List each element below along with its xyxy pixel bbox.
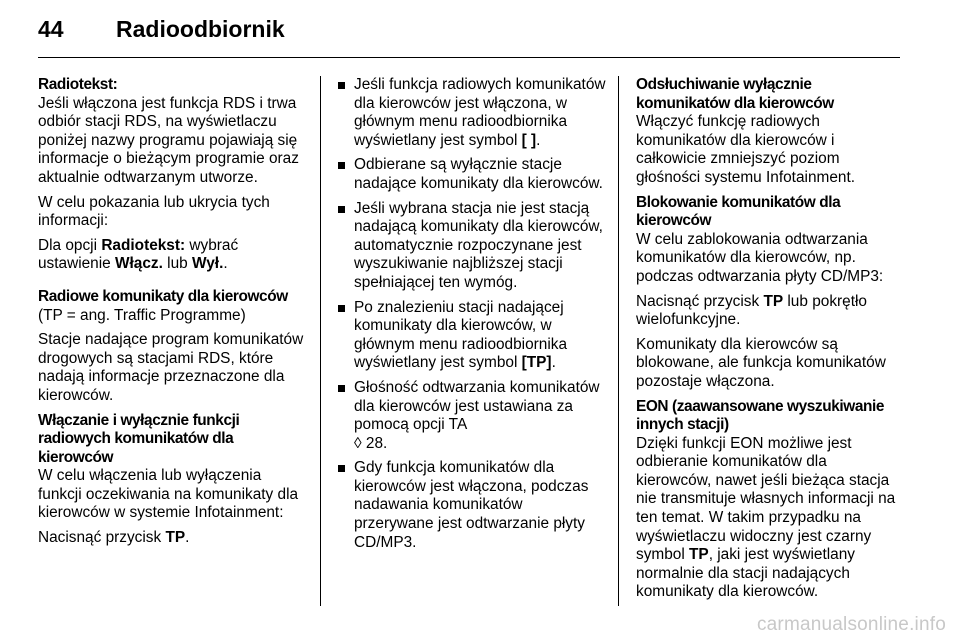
paragraph: Komunikaty dla kierowców są blokowane, ale funkcja komunikatów pozostaje włączona.: [636, 335, 886, 390]
paragraph: Jeśli włączona jest funkcja RDS i trwa odbiór stacji RDS, na wyświetlaczu poniżej nazwy programu pojawiają się informacje o bieżącym programie oraz aktualnie odtwarzanym utworze.: [38, 94, 299, 186]
list-item: Po znalezieniu stacji nadającej komunikaty dla kierowców, w głównym menu radioodbiornika wyświetlany jest symbol [TP].: [334, 299, 606, 373]
section-heading-eon: EON (zaawansowane wyszukiwanie innych stacji): [636, 397, 885, 434]
list-item: Jeśli wybrana stacja nie jest stacją nadającą komunikaty dla kierowców, automatycznie rozpoczynane jest wyszukiwanie najbliższej stacji spełniającej ten wymóg.: [334, 200, 606, 293]
paragraph: W celu pokazania lub ukrycia tych informacji:: [38, 193, 270, 230]
paragraph: (TP = ang. Traffic Programme): [38, 306, 246, 324]
header-rule: [38, 57, 900, 58]
column-1: [38, 76, 308, 554]
list-item: Jeśli funkcja radiowych komunikatów dla kierowców jest włączona, w głównym menu radioodbiornika wyświetlany jest symbol [ ].: [334, 76, 606, 150]
page-header: [38, 16, 285, 50]
section-heading-traffic-only: Odsłuchiwanie wyłącznie komunikatów dla kierowców: [636, 76, 834, 112]
section-heading-radiotext: Radiotekst:: [38, 76, 118, 93]
bullet-list: [334, 76, 606, 552]
column-divider-1: [320, 76, 321, 606]
page-title: Radioodbiornik: [116, 16, 285, 42]
page-reference: ◊ 28.: [354, 434, 388, 452]
paragraph: Nacisnąć przycisk TP lub pokrętło wielofunkcyjne.: [636, 292, 867, 329]
paragraph: Nacisnąć przycisk TP.: [38, 529, 190, 547]
paragraph: W celu zablokowania odtwarzania komunikatów dla kierowców, np. podczas odtwarzania płyty CD/MP3:: [636, 230, 884, 285]
page-number: 44: [38, 16, 64, 42]
paragraph: Włączyć funkcję radiowych komunikatów dla kierowców i całkowicie zmniejszyć poziom głośności systemu Infotainment.: [636, 113, 855, 186]
column-2: [334, 76, 606, 558]
list-item: Głośność odtwarzania komunikatów dla kierowców jest ustawiana za pomocą opcji TA ◊ 28.: [334, 379, 606, 453]
list-item: Odbierane są wyłącznie stacje nadające komunikaty dla kierowców.: [334, 156, 606, 193]
paragraph: W celu włączenia lub wyłączenia funkcji oczekiwania na komunikaty dla kierowców w systemie Infotainment:: [38, 467, 299, 522]
column-3: [636, 76, 906, 608]
section-heading-block-traffic: Blokowanie komunikatów dla kierowców: [636, 193, 841, 230]
paragraph: Stacje nadające program komunikatów drogowych są stacjami RDS, które nadają informacje przeznaczone dla kierowców.: [38, 331, 304, 404]
paragraph: Dzięki funkcji EON możliwe jest odbieranie komunikatów dla kierowców, nawet jeśli bieżąca stacja nie transmituje własnych informacji na ten temat. W takim przypadku na wyświetlaczu widoczny jest czarny symbol TP, jaki jest wyświetlany normalnie dla stacji nadających komunikaty dla kierowców.: [636, 434, 896, 601]
section-heading-enable-traffic: Włączanie i wyłącznie funkcji radiowych komunikatów dla kierowców: [38, 411, 240, 466]
watermark: carmanualsonline.info: [756, 614, 946, 635]
list-item: Gdy funkcja komunikatów dla kierowców jest włączona, podczas nadawania komunikatów przerywane jest odtwarzanie płyty CD/MP3.: [334, 459, 606, 552]
column-divider-2: [618, 76, 619, 606]
section-heading-traffic: Radiowe komunikaty dla kierowców: [38, 287, 288, 305]
paragraph: Dla opcji Radiotekst: wybrać ustawienie Włącz. lub Wył..: [38, 236, 239, 273]
